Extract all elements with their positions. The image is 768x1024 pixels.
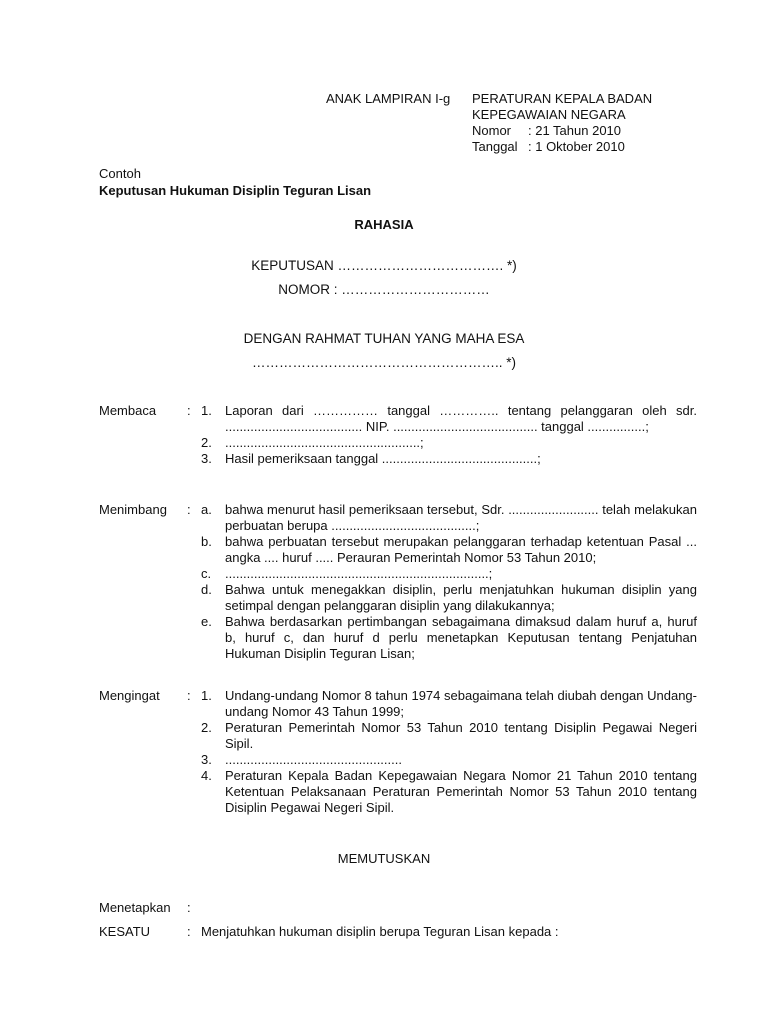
list-item: c. .........................................................................; [201,566,493,581]
section-label: Menetapkan [99,900,171,915]
item-list [201,403,697,467]
regulation-number [472,123,652,139]
list-item: a. bahwa menurut hasil pemeriksaan tersebut, Sdr. ......................... telah melakukan perbuatan berupa ........................................; [201,502,697,533]
list-item: 2. ......................................................; [201,435,424,450]
section-label: Menimbang [99,502,167,517]
document-title: Keputusan Hukuman Disiplin Teguran Lisan [99,183,372,198]
list-item: 3. ................................................. [201,752,402,767]
nomor-label: Nomor [472,123,512,138]
regulation-date [472,139,652,155]
confidential-label: RAHASIA [354,217,414,232]
list-item: 1. Undang-undang Nomor 8 tahun 1974 sebagaimana telah diubah dengan Undang-undang Nomor 43 Tahun 1999; [201,688,697,719]
section-label: Membaca [99,403,157,418]
list-item: b. bahwa perbuatan tersebut merupakan pelanggaran terhadap ketentuan Pasal ... angka .... huruf ..... Perauran Pemerintah Nomor 53 Tahun 2010; [201,534,697,565]
list-item: 2. Peraturan Pemerintah Nomor 53 Tahun 2010 tentang Disiplin Pegawai Negeri Sipil. [201,720,697,751]
nomor-value: : 21 Tahun 2010 [528,123,622,138]
official-line: ……………………………………………….. *) [251,355,516,370]
regulation-line-1: PERATURAN KEPALA BADAN [472,91,653,106]
item-list [201,502,697,662]
section-colon: : [187,688,191,703]
decision-title: KEPUTUSAN ………………………………. *) [251,258,517,273]
section-label: Mengingat [99,688,160,703]
section-colon: : [187,900,191,915]
section-colon: : [187,502,191,517]
list-item: d. Bahwa untuk menegakkan disiplin, perlu menjatuhkan hukuman disiplin yang setimpal dengan pelanggaran disiplin yang dilakukannya; [201,582,697,613]
section-colon: : [187,924,191,939]
list-item: 3. Hasil pemeriksaan tanggal ...........................................; [201,451,541,466]
tanggal-label: Tanggal [472,139,518,154]
list-item: 1. Laporan dari …………… tanggal ………….. tentang pelanggaran oleh sdr. ...................................... NIP. ........................................ tanggal ................; [201,403,697,434]
tanggal-value: : 1 Oktober 2010 [528,139,625,154]
example-label: Contoh [99,166,141,181]
kesatu-text: Menjatuhkan hukuman disiplin berupa Teguran Lisan kepada : [201,924,559,939]
regulation-reference [472,91,652,155]
memutuskan-heading: MEMUTUSKAN [337,851,431,866]
section-label: KESATU [99,924,151,939]
list-item: e. Bahwa berdasarkan pertimbangan sebagaimana dimaksud dalam huruf a, huruf b, huruf c, dan huruf d perlu menetapkan Keputusan tentang Penjatuhan Hukuman Disiplin Teguran Lisan; [201,614,697,661]
invocation-line: DENGAN RAHMAT TUHAN YANG MAHA ESA [243,331,525,346]
attachment-label: ANAK LAMPIRAN I-g [326,91,451,106]
decision-number: NOMOR : …………………………… [278,282,490,297]
item-list [201,688,697,816]
section-colon: : [187,403,191,418]
list-item: 4. Peraturan Kepala Badan Kepegawaian Negara Nomor 21 Tahun 2010 tentang Ketentuan Pelaksanaan Peraturan Pemerintah Nomor 53 Tahun 2010 tentang Disiplin Pegawai Negeri Sipil. [201,768,697,815]
regulation-line-2: KEPEGAWAIAN NEGARA [472,107,626,122]
